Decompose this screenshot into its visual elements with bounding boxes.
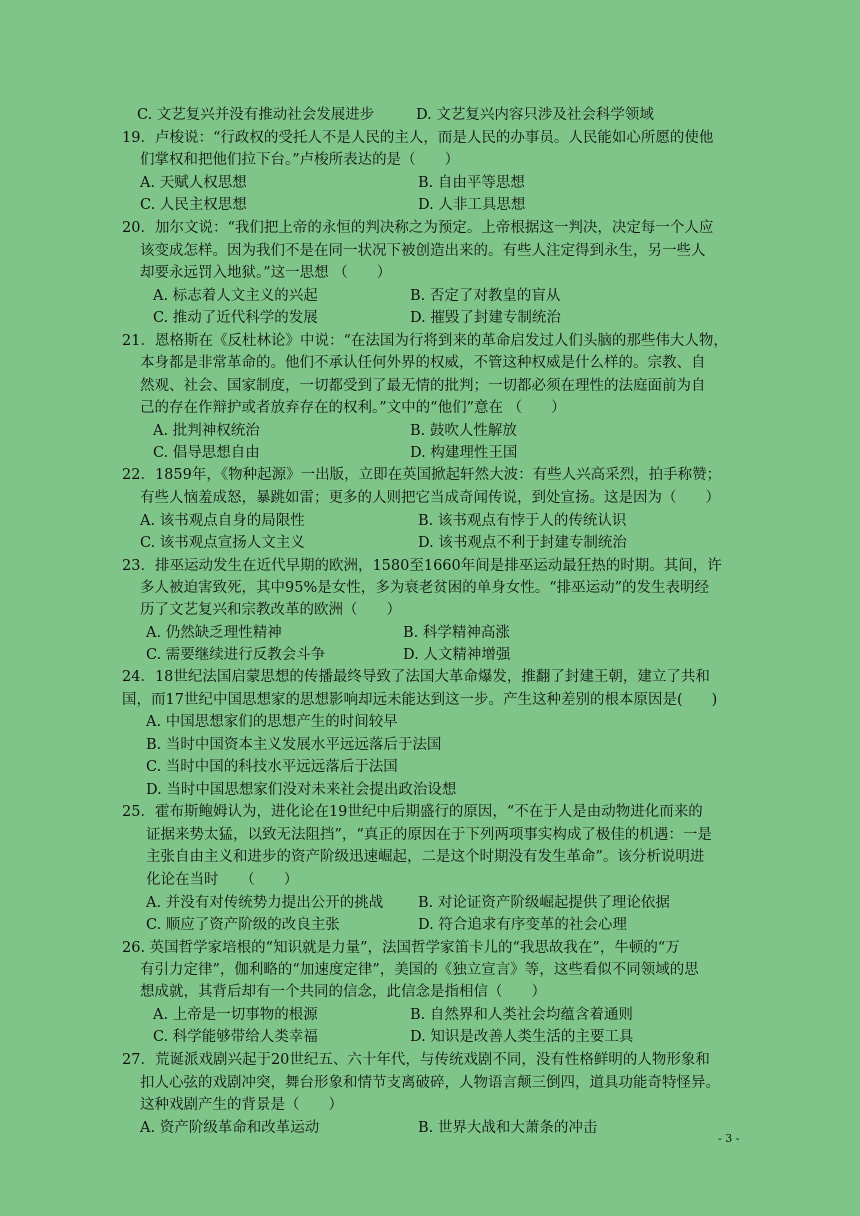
prev-option-d: D. 文艺复兴内容只涉及社会科学领域 (416, 107, 654, 123)
q21-stem-line-1: 21．恩格斯在《反杜林论》中说：“在法国为行将到来的革命启发过人们头脑的那些伟大人物， (122, 333, 728, 349)
q19-option-a: A. 天赋人权思想 (140, 175, 247, 191)
q21-stem-line-4: 己的存在作辩护或者放弃存在的权利。”文中的“他们”意在 （ ） (140, 400, 566, 416)
q22-option-c: C. 该书观点宣扬人文主义 (140, 535, 305, 551)
q22-stem-line-2: 有些人恼羞成怒，暴跳如雷；更多的人则把它当成奇闻传说，到处宣扬。这是因为（ ） (140, 490, 720, 506)
q19-stem-line-1: 19．卢梭说：“行政权的受托人不是人民的主人，而是人民的办事员。人民能如心所愿的使他 (122, 130, 714, 146)
q20-option-b: B. 否定了对教皇的盲从 (410, 288, 561, 304)
q25-stem-line-1: 25．霍布斯鲍姆认为，进化论在19世纪中后期盛行的原因，“不在于人是由动物进化而来的 (122, 804, 703, 820)
q20-option-c: C. 推动了近代科学的发展 (153, 310, 318, 326)
q21-stem-line-3: 然观、社会、国家制度，一切都受到了最无情的批判；一切都必须在理性的法庭面前为自 (140, 378, 706, 394)
q25-option-a: A. 并没有对传统势力提出公开的挑战 (146, 895, 384, 911)
q21-option-b: B. 鼓吹人性解放 (410, 423, 517, 439)
q20-option-d: D. 摧毁了封建专制统治 (410, 310, 561, 326)
q20-stem-line-2: 该变成怎样。因为我们不是在同一状况下被创造出来的。有些人注定得到永生，另一些人 (140, 243, 706, 259)
q27-option-b: B. 世界大战和大萧条的冲击 (418, 1120, 598, 1136)
q19-option-c: C. 人民主权思想 (140, 197, 247, 213)
q26-stem-line-3: 想成就，其背后却有一个共同的信念，此信念是指相信（ ） (140, 984, 546, 1000)
q25-option-b: B. 对论证资产阶级崛起提供了理论依据 (418, 895, 670, 911)
q20-option-a: A. 标志着人文主义的兴起 (153, 288, 318, 304)
q27-stem-line-3: 这种戏剧产生的背景是（ ） (140, 1097, 343, 1113)
q25-option-d: D. 符合追求有序变革的社会心理 (418, 917, 627, 933)
q20-stem-line-1: 20．加尔文说：“我们把上帝的永恒的判决称之为预定。上帝根据这一判决，决定每一个人应 (122, 220, 714, 236)
q23-stem-line-1: 23．排巫运动发生在近代早期的欧洲，1580至1660年间是排巫运动最狂热的时期。其间，许 (122, 558, 722, 574)
q23-option-a: A. 仍然缺乏理性精神 (146, 625, 282, 641)
page-number: - 3 - (718, 1132, 740, 1145)
q22-option-d: D. 该书观点不利于封建专制统治 (418, 535, 627, 551)
q25-stem-line-3: 主张自由主义和进步的资产阶级迅速崛起，二是这个时期没有发生革命”。该分析说明进 (146, 849, 705, 865)
q23-option-c: C. 需要继续进行反教会斗争 (146, 647, 326, 663)
q23-stem-line-2: 多人被迫害致死，其中95%是女性，多为衰老贫困的单身女性。“排巫运动”的发生表明经 (140, 580, 710, 596)
q19-stem-line-2: 们掌权和把他们拉下台。”卢梭所表达的是（ ） (140, 152, 460, 168)
q26-stem-line-2: 有引力定律”，伽利略的“加速度定律”，美国的《独立宣言》等，这些看似不同领域的思 (140, 962, 699, 978)
q21-option-c: C. 倡导思想自由 (153, 445, 260, 461)
q23-option-d: D. 人文精神增强 (403, 647, 511, 663)
q24-stem-line-2: 国，而17世纪中国思想家的思想影响却远未能达到这一步。产生这种差别的根本原因是( ) (122, 692, 718, 708)
q23-stem-line-3: 历了文艺复兴和宗教改革的欧洲（ ） (140, 602, 401, 618)
q24-option-b: B. 当时中国资本主义发展水平远远落后于法国 (146, 737, 442, 753)
q25-stem-line-4: 化论在当时 （ ） (146, 872, 299, 888)
q22-option-a: A. 该书观点自身的局限性 (140, 513, 305, 529)
q27-stem-line-1: 27．荒诞派戏剧兴起于20世纪五、六十年代，与传统戏剧不同，没有性格鲜明的人物形象和 (122, 1052, 710, 1068)
q26-option-b: B. 自然界和人类社会均蕴含着通则 (410, 1007, 633, 1023)
q22-option-b: B. 该书观点有悖于人的传统认识 (418, 513, 627, 529)
q19-option-b: B. 自由平等思想 (418, 175, 525, 191)
q24-stem-line-1: 24．18世纪法国启蒙思想的传播最终导致了法国大革命爆发，推翻了封建王朝，建立了共和 (122, 669, 710, 685)
q26-option-c: C. 科学能够带给人类幸福 (153, 1029, 318, 1045)
q26-stem-line-1: 26. 英国哲学家培根的“知识就是力量”，法国哲学家笛卡儿的“我思故我在”，牛顿的“万 (122, 940, 680, 956)
q20-stem-line-3: 却要永远罚入地狱。”这一思想 （ ） (140, 265, 392, 281)
q21-option-d: D. 构建理性王国 (410, 445, 518, 461)
q24-option-d: D. 当时中国思想家们没对未来社会提出政治设想 (146, 782, 457, 798)
q23-option-b: B. 科学精神高涨 (403, 625, 510, 641)
q27-option-a: A. 资产阶级革命和改革运动 (140, 1120, 320, 1136)
q25-option-c: C. 顺应了资产阶级的改良主张 (146, 917, 340, 933)
q19-option-d: D. 人非工具思想 (418, 197, 526, 213)
q25-stem-line-2: 证据来势太猛，以致无法阻挡”，“真正的原因在于下列两项事实构成了极佳的机遇：一是 (146, 827, 712, 843)
q27-stem-line-2: 扣人心弦的戏剧冲突，舞台形象和情节支离破碎，人物语言颠三倒四，道具功能奇特怪异。 (140, 1075, 720, 1091)
prev-option-c: C. 文艺复兴并没有推动社会发展进步 (137, 107, 375, 123)
q26-option-d: D. 知识是改善人类生活的主要工具 (410, 1029, 634, 1045)
q26-option-a: A. 上帝是一切事物的根源 (153, 1007, 318, 1023)
q24-option-a: A. 中国思想家们的思想产生的时间较早 (146, 714, 398, 730)
q21-stem-line-2: 本身都是非常革命的。他们不承认任何外界的权威，不管这种权威是什么样的。宗教、自 (140, 355, 706, 371)
q22-stem-line-1: 22．1859年，《物种起源》一出版，立即在英国掀起轩然大波：有些人兴高采烈，拍手称赞； (122, 467, 722, 483)
q24-option-c: C. 当时中国的科技水平远远落后于法国 (146, 759, 398, 775)
q21-option-a: A. 批判神权统治 (153, 423, 260, 439)
